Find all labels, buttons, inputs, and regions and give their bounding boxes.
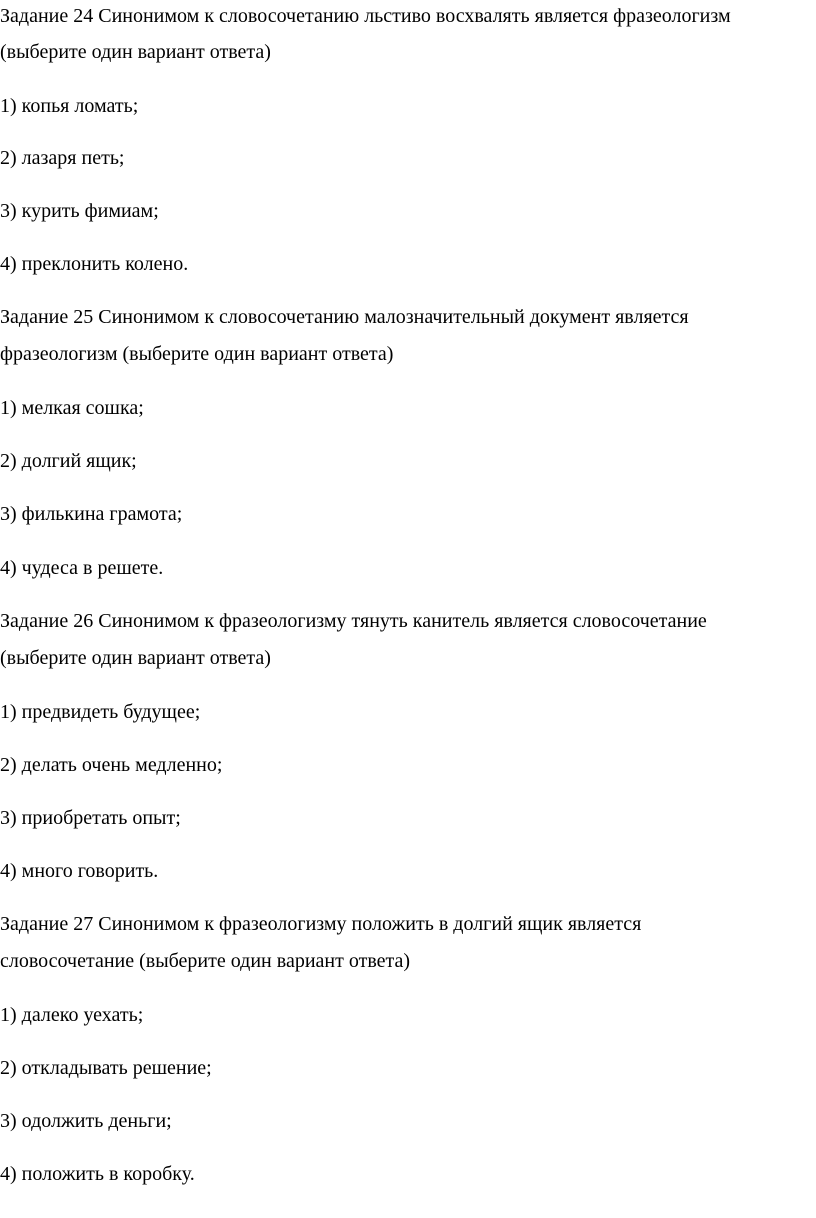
task-24-option-3: 3) курить фимиам;: [0, 200, 159, 222]
task-24-question-line-1: Задание 24 Синонимом к словосочетанию льстиво восхвалять является фразеологизм: [0, 5, 731, 27]
task-27-option-3: 3) одолжить деньги;: [0, 1110, 172, 1132]
task-24-option-1: 1) копья ломать;: [0, 95, 139, 117]
task-26-question-line-1: Задание 26 Синонимом к фразеологизму тянуть канитель является словосочетание: [0, 610, 707, 632]
task-25-question-line-1: Задание 25 Синонимом к словосочетанию малозначительный документ является: [0, 306, 689, 328]
task-27-option-2: 2) откладывать решение;: [0, 1057, 212, 1079]
task-24-question-line-2: (выберите один вариант ответа): [0, 41, 271, 63]
task-25-option-1: 1) мелкая сошка;: [0, 397, 144, 419]
task-25-option-4: 4) чудеса в решете.: [0, 557, 164, 579]
task-26-option-4: 4) много говорить.: [0, 860, 159, 882]
task-26-question-line-2: (выберите один вариант ответа): [0, 647, 271, 669]
task-27-question-line-1: Задание 27 Синонимом к фразеологизму положить в долгий ящик является: [0, 913, 642, 935]
task-26-option-2: 2) делать очень медленно;: [0, 754, 223, 776]
task-26-option-3: 3) приобретать опыт;: [0, 807, 181, 829]
task-26-option-1: 1) предвидеть будущее;: [0, 701, 201, 723]
task-27-option-1: 1) далеко уехать;: [0, 1004, 144, 1026]
task-27-option-4: 4) положить в коробку.: [0, 1163, 195, 1185]
task-25-option-3: 3) филькина грамота;: [0, 503, 183, 525]
task-25-option-2: 2) долгий ящик;: [0, 450, 137, 472]
task-25-question-line-2: фразеологизм (выберите один вариант ответа): [0, 343, 394, 365]
task-27-question-line-2: словосочетание (выберите один вариант ответа): [0, 950, 411, 972]
task-24-option-2: 2) лазаря петь;: [0, 147, 125, 169]
task-24-option-4: 4) преклонить колено.: [0, 253, 189, 275]
